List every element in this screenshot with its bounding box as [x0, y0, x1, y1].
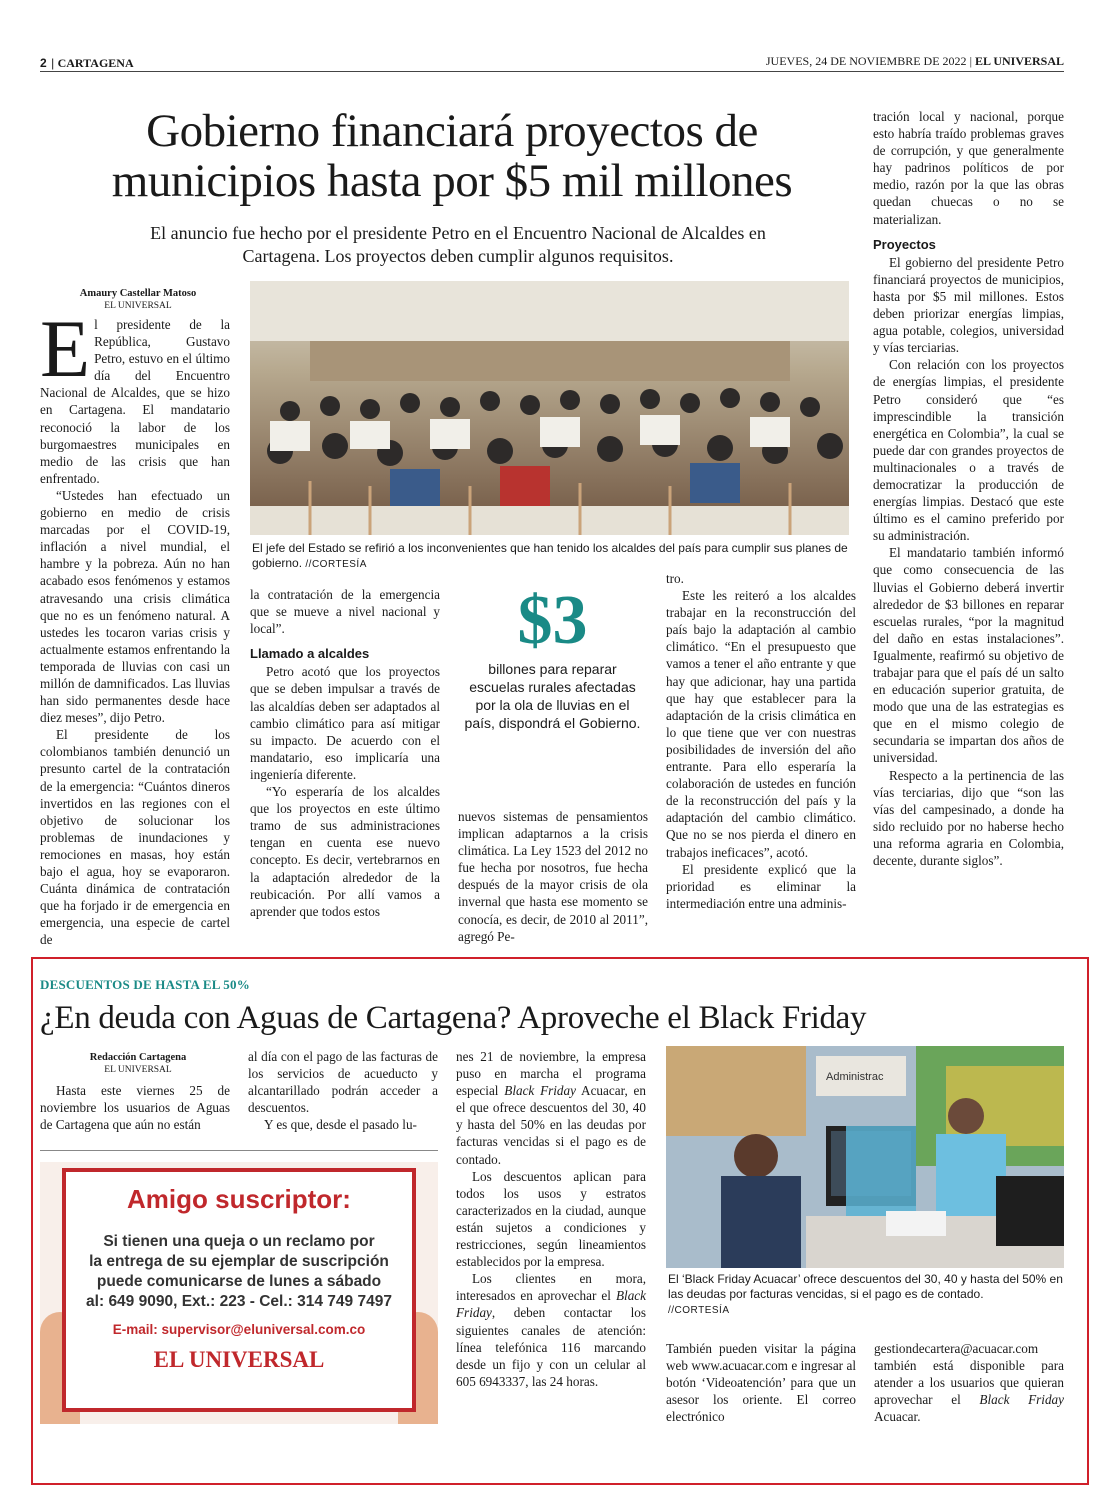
ad-line-1: Si tienen una queja o un reclamo por — [103, 1233, 375, 1250]
article2-headline: ¿En deuda con Aguas de Cartagena? Aproveche el Black Friday — [40, 1000, 867, 1036]
conference-photo — [250, 281, 849, 535]
paragraph: “Ustedes han efectuado un gobierno en medio de crisis marcadas por el COVID-19, inflación a nivel mundial, el hambre y la pobreza. Aún no han acabado esos fenómenos y estamos atravesando una crisis climática que no es un fenómeno natural. A ustedes les tocaron varias crisis y actualmente estamos enfrentando la temporada de lluvias con casi un millón de damnificados. Las lluvias han sido permanentes desde hace diez meses”, dijo Petro. — [40, 487, 230, 726]
author-publication: EL UNIVERSAL — [104, 301, 172, 311]
paragraph: gestiondecartera@acuacar.com también está disponible para atender a los usuarios que quieran aprovechar el Black Friday Acuacar. — [874, 1341, 1064, 1425]
subhead-proyectos: Proyectos — [873, 236, 936, 252]
article-deck: El anuncio fue hecho por el presidente Petro en el Encuentro Nacional de Alcaldes en Cartagena. Los proyectos deben cumplir algunos requisitos. — [150, 223, 766, 266]
paragraph: tración local y nacional, porque esto habría traído problemas graves de corrupción, y que generalmente hay padrinos políticos de por medio, razón por la que las obras quedan chuecas o no se materializan. — [873, 109, 1064, 227]
callout-text: billones para reparar escuelas rurales afectadas por la ola de lluvias en el país, dispondrá el Gobierno. — [464, 661, 641, 731]
paragraph: Este les reiteró a los alcaldes trabajar en la reconstrucción del país bajo la adaptación al cambio climático. “En el presupuesto que vamos a tener el año entrante y que hay que adicionar, hay una partida que hay que establecer para la adaptación de la crisis climática en lo que tiene que ver con nuestras posibilidades de inversión del año entrante. Para ello esperaría la colaboración de ustedes en función de la reconstrucción del país y la adaptación del cambio climático. Que no se nos pierda el dinero en trabajos ineficaces”, acotó. — [666, 588, 856, 860]
article2-kicker: DESCUENTOS DE HASTA EL 50% — [40, 977, 250, 992]
acuacar-photo — [666, 1046, 1064, 1268]
paragraph: nes 21 de noviembre, la empresa puso en marcha el programa especial Black Friday Acuacar, en el que ofrece descuentos del 30, 40 y hasta del 50% en las deudas por facturas vencidas si el pago es de contado. — [456, 1049, 646, 1167]
paragraph: Hasta este viernes 25 de noviembre los usuarios de Aguas de Cartagena que aún no están — [40, 1083, 230, 1133]
drop-cap: E — [40, 303, 91, 394]
column-rule — [40, 1150, 438, 1151]
article-column-5 — [873, 108, 1064, 869]
wall-sign: Administrac — [826, 1071, 884, 1083]
author-publication: EL UNIVERSAL — [104, 1065, 172, 1075]
subhead-llamado: Llamado a alcaldes — [250, 646, 370, 662]
paragraph: nuevos sistemas de pensamientos implican adaptarnos a la crisis climática. La Ley 1523 del 2012 no fue hecha por nosotros, fue hecha después de la mayor crisis de ola invernal que hasta ese momento se conocía, es decir, de 2010 al 2011”, agregó Pe- — [458, 809, 648, 944]
office-illustration — [666, 1046, 1064, 1268]
audience-illustration — [250, 281, 849, 535]
paragraph: Los descuentos aplican para todos los usos y estratos caracterizados en la ciudad, aunque están sujetos a condiciones y restricciones, según lineamientos establecidos por la empresa. — [456, 1168, 646, 1270]
article2-column-2 — [248, 1048, 438, 1133]
article-headline: Gobierno financiará proyectos de municipios hasta por $5 mil millones — [111, 105, 793, 207]
article2-column-3 — [456, 1048, 646, 1390]
paragraph: También pueden visitar la página web www.acuacar.com e ingresar al botón ‘Videoatención’ para que un asesor los oriente. El correo electrónico — [666, 1341, 856, 1425]
author-name: Amaury Castellar Matoso — [79, 288, 197, 299]
paragraph: El presidente explicó que la prioridad es eliminar la intermediación entre una adminis- — [666, 861, 856, 911]
newspaper-name: EL UNIVERSAL — [974, 54, 1064, 68]
article-column-3 — [458, 808, 648, 945]
paragraph: la contratación de la emergencia que se mueve a nivel nacional y local”. — [250, 587, 440, 637]
callout-box — [455, 582, 650, 732]
page-number: 2 — [40, 56, 47, 70]
photo-credit: //CORTESÍA — [668, 1305, 730, 1316]
article2-column-1 — [40, 1082, 230, 1133]
photo-caption: El jefe del Estado se refirió a los inconvenientes que han tenido los alcaldes del país para cumplir sus planes de gobierno. //CORTESÍA — [252, 541, 848, 570]
ad-email: E-mail: supervisor@eluniversal.com.co — [112, 1322, 366, 1337]
article2-column-4 — [666, 1340, 856, 1425]
ad-brand: EL UNIVERSAL — [153, 1347, 325, 1372]
subscriber-ad — [40, 1162, 438, 1424]
issue-date: JUEVES, 24 DE NOVIEMBRE DE 2022 — [765, 54, 967, 68]
paragraph: El presidente de los colombianos también denunció un presunto cartel de la contratación de la emergencia: “Cuántos dineros invertidos en las regiones con el objetivo de solucionar los problemas de inundaciones y remociones en masas, hoy están bajo el agua, hoy se evaporaron. Cuánta dinámica de contratación que ha forjado ir de emergencia en emergencia, una especie de cartel de — [40, 727, 230, 948]
article2-photo-caption: El ‘Black Friday Acuacar’ ofrece descuentos del 30, 40 y hasta del 50% en las deudas por facturas vencidas, si el pago es de contado. //CORTESÍA — [668, 1272, 1063, 1316]
article2-column-5 — [874, 1340, 1064, 1425]
paragraph: “Yo esperaría de los alcaldes que los proyectos en este último tramo de sus administraciones tengan en cuenta ese nuevo concepto. Es decir, vertebrarnos en la adaptación alrededor de la reubicación. Por allí vamos a aprender que todos estos — [250, 784, 440, 919]
ad-line-2: la entrega de su ejemplar de suscripción — [89, 1253, 389, 1270]
paragraph: El gobierno del presidente Petro financiará proyectos de municipios, hasta por $5 mil millones. Estos deben priorizar energías limpias, agua potable, colegios, universidad y vías terciarias. — [873, 254, 1064, 356]
paragraph: Los clientes en mora, interesados en aprovechar el Black Friday, deben contactar los siguientes canales de atención: línea telefónica 116 marcando desde un fijo y con un celular al 605 6943337, las 24 horas. — [456, 1271, 646, 1389]
ad-line-3: puede comunicarse de lunes a sábado — [96, 1273, 382, 1290]
section-name: CARTAGENA — [57, 56, 134, 70]
paragraph: El mandatario también informó que como consecuencia de las lluvias el Gobierno deberá invertir alrededor de $3 billones en reparar escuelas rurales, “por la magnitud del daño en estas instalaciones”. Igualmente, reafirmó su objetivo de trabajar para que el país dé un salto en educación superior gratuita, de modo que una de las estrategias es que en el mismo colegio de secundaria se impartan dos años de universidad. — [873, 545, 1064, 766]
paragraph: tro. — [666, 571, 684, 586]
page-header: 2 | CARTAGENA JUEVES, 24 DE NOVIEMBRE DE 2022 | EL UNIVERSAL — [40, 54, 1064, 70]
ad-sign — [62, 1168, 416, 1412]
author-name: Redacción Cartagena — [89, 1052, 187, 1063]
paragraph: l presidente de la República, Gustavo Petro, estuvo en el último día del Encuentro Nacional de Alcaldes, que se hizo en Cartagena. El mandatario reconoció la labor de los burgomaestres municipales en medio de las crisis que han enfrentado. — [40, 317, 230, 486]
article-column-4 — [666, 570, 856, 912]
paragraph: al día con el pago de las facturas de los servicios de acueducto y alcantarillado podrán acceder a descuentos. — [248, 1049, 438, 1116]
header-rule — [40, 71, 1064, 72]
photo-credit: //CORTESÍA — [305, 559, 367, 570]
article2-byline — [40, 1052, 236, 1076]
ad-phones: al: 649 9090, Ext.: 223 - Cel.: 314 749 7497 — [86, 1293, 392, 1310]
paragraph: Con relación con los proyectos de energías limpias, el presidente Petro consideró que “es imprescindible la transición energética en Colombia”, la cual se puede dar con grandes proyectos de multinacionales o a través de democratizar la producción de energías limpias. Destacó que este último es el camino preferido por su administración. — [873, 357, 1064, 544]
ad-title: Amigo suscriptor: — [127, 1184, 351, 1214]
article-column-2 — [250, 586, 440, 920]
callout-number: $3 — [517, 582, 588, 659]
paragraph: Y es que, desde el pasado lu- — [264, 1117, 417, 1133]
paragraph: Petro acotó que los proyectos que se deben impulsar a través de las alcaldías deben ser adaptados al cambio climático para así mitigar su impacto. De acuerdo con el mandatario, eso implicaría una ingeniería diferente. — [250, 664, 440, 782]
paragraph: Respecto a la pertinencia de las vías terciarias, dijo que “son las vías del campesinado, a donde ha sido recluido por no haberse hecho una reforma agraria en Colombia, decente, durante siglos”. — [873, 767, 1064, 869]
